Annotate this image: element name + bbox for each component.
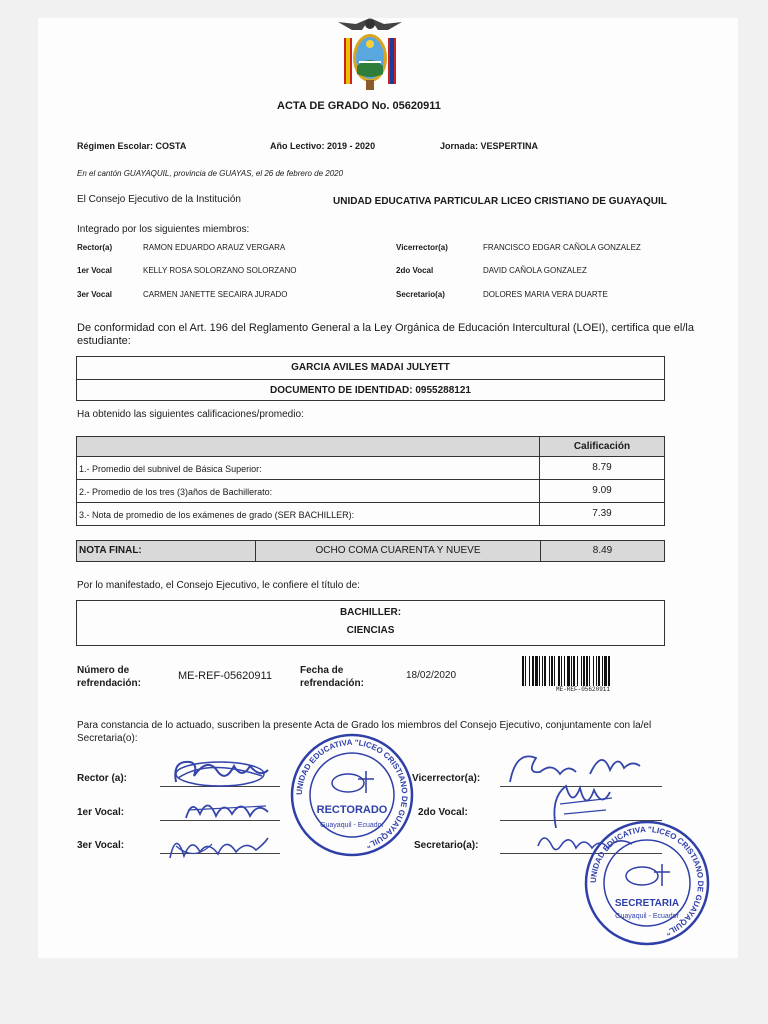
member-name-rector: RAMON EDUARDO ARAUZ VERGARA bbox=[143, 243, 286, 252]
lugar-fecha: En el cantón GUAYAQUIL, provincia de GUAYAS, el 26 de febrero de 2020 bbox=[77, 169, 344, 178]
member-role-secretario: Secretario(a) bbox=[396, 290, 445, 299]
grade-row-label: 1.- Promedio del subnivel de Básica Superior: bbox=[76, 456, 540, 480]
final-grade-value: 8.49 bbox=[540, 540, 665, 562]
rectorado-city-text: Guayaquil - Ecuador bbox=[320, 822, 384, 829]
numero-refrendacion-value: ME-REF-05620911 bbox=[178, 670, 272, 682]
sig-label-vocal1: 1er Vocal: bbox=[77, 807, 125, 818]
institution-name: UNIDAD EDUCATIVA PARTICULAR LICEO CRISTIANO DE GUAYAQUIL bbox=[333, 196, 667, 207]
jornada-row bbox=[440, 141, 538, 151]
fecha-refrendacion-label bbox=[300, 664, 364, 690]
barcode-text: ME-REF-05620911 bbox=[556, 686, 611, 693]
coat-of-arms-icon bbox=[332, 14, 408, 94]
member-name-vocal1: KELLY ROSA SOLORZANO SOLORZANO bbox=[143, 266, 297, 275]
numero-label-line2: refrendación: bbox=[77, 678, 141, 689]
student-name: GARCIA AVILES MADAI JULYETT bbox=[77, 357, 664, 380]
jornada-value: VESPERTINA bbox=[480, 141, 539, 151]
sig-label-vicerrector: Vicerrector(a): bbox=[412, 773, 481, 784]
grade-row-value: 8.79 bbox=[539, 456, 665, 480]
numero-refrendacion-label bbox=[77, 664, 141, 690]
fecha-label-line1: Fecha de bbox=[300, 665, 344, 676]
fecha-refrendacion-value: 18/02/2020 bbox=[406, 670, 457, 681]
svg-text:UNIDAD EDUCATIVA "LICEO CRISTI bbox=[589, 825, 705, 937]
member-name-vocal2: DAVID CAÑOLA GONZALEZ bbox=[483, 266, 587, 275]
final-grade-words: OCHO COMA CUARENTA Y NUEVE bbox=[255, 540, 541, 562]
member-name-secretario: DOLORES MARIA VERA DUARTE bbox=[483, 290, 608, 299]
member-name-vicerrector: FRANCISCO EDGAR CAÑOLA GONZALEZ bbox=[483, 243, 641, 252]
document-title: ACTA DE GRADO No. 05620911 bbox=[277, 100, 441, 112]
final-grade-label: NOTA FINAL: bbox=[76, 540, 256, 562]
titulo-intro: Por lo manifestado, el Consejo Ejecutivo, le confiere el título de: bbox=[77, 580, 360, 591]
titulo-box bbox=[76, 600, 665, 646]
certifica-text: De conformidad con el Art. 196 del Reglamento General a la Ley Orgánica de Educación Intercultural (LOEI), certifica que el/la estudiante: bbox=[77, 322, 694, 347]
secretaria-ring-text: UNIDAD EDUCATIVA "LICEO CRISTIANO DE GUAYAQUIL" bbox=[588, 824, 706, 938]
consejo-label: El Consejo Ejecutivo de la Institución bbox=[77, 194, 241, 205]
student-box bbox=[76, 356, 665, 401]
member-name-vocal3: CARMEN JANETTE SECAIRA JURADO bbox=[143, 290, 288, 299]
signature-rector-icon bbox=[168, 752, 278, 792]
signature-vocal3-icon bbox=[164, 826, 274, 866]
member-role-rector: Rector(a) bbox=[77, 243, 113, 252]
sig-label-rector: Rector (a): bbox=[77, 773, 128, 784]
grade-row-value: 7.39 bbox=[539, 502, 665, 526]
regimen-label: Régimen Escolar: bbox=[77, 141, 154, 151]
constancia-text: Para constancia de lo actuado, suscriben la presente Acta de Grado los miembros del Consejo Ejecutivo, conjuntamente con la/el Secretaria(o): bbox=[77, 720, 652, 744]
secretaria-center-text: SECRETARIA bbox=[614, 898, 680, 909]
grade-row-label: 3.- Nota de promedio de los exámenes de grado (SER BACHILLER): bbox=[76, 502, 540, 526]
ano-row bbox=[270, 141, 375, 151]
ano-label: Año Lectivo: bbox=[270, 141, 325, 151]
sig-label-vocal3: 3er Vocal: bbox=[77, 840, 125, 851]
sig-label-secretario: Secretario(a): bbox=[414, 840, 479, 851]
rectorado-ring-text: UNIDAD EDUCATIVA "LICEO CRISTIANO DE GUAYAQUIL" bbox=[294, 737, 410, 850]
grades-header: Calificación bbox=[539, 436, 665, 457]
regimen-value: COSTA bbox=[155, 141, 187, 151]
fecha-label-line2: refrendación: bbox=[300, 678, 364, 689]
ano-value: 2019 - 2020 bbox=[327, 141, 376, 151]
sig-label-vocal2: 2do Vocal: bbox=[418, 807, 468, 818]
secretaria-city-text: Guayaquil - Ecuador bbox=[615, 913, 679, 920]
barcode-bar bbox=[610, 656, 611, 686]
titulo-line1: BACHILLER: bbox=[339, 607, 402, 618]
rectorado-center-text: RECTORADO bbox=[316, 804, 388, 816]
grades-intro: Ha obtenido las siguientes calificaciones/promedio: bbox=[77, 409, 304, 420]
grade-row-value: 9.09 bbox=[539, 479, 665, 503]
secretaria-stamp-icon bbox=[582, 818, 712, 948]
integrado-label: Integrado por los siguientes miembros: bbox=[77, 224, 250, 235]
numero-label-line1: Número de bbox=[77, 665, 130, 676]
rectorado-stamp-icon bbox=[288, 731, 416, 859]
member-role-vicerrector: Vicerrector(a) bbox=[396, 243, 448, 252]
student-id: DOCUMENTO DE IDENTIDAD: 0955288121 bbox=[270, 385, 471, 396]
grades-header-blank bbox=[76, 436, 540, 457]
jornada-label: Jornada: bbox=[440, 141, 479, 151]
signature-vocal1-icon bbox=[182, 792, 272, 826]
grade-row-label: 2.- Promedio de los tres (3)años de Bachillerato: bbox=[76, 479, 540, 503]
barcode bbox=[522, 656, 660, 686]
member-role-vocal2: 2do Vocal bbox=[396, 266, 434, 275]
member-role-vocal1: 1er Vocal bbox=[77, 266, 112, 275]
regimen-row bbox=[77, 141, 186, 151]
titulo-line2: CIENCIAS bbox=[346, 625, 395, 636]
svg-text:UNIDAD EDUCATIVA "LICEO CRISTI bbox=[295, 738, 409, 850]
member-role-vocal3: 3er Vocal bbox=[77, 290, 112, 299]
